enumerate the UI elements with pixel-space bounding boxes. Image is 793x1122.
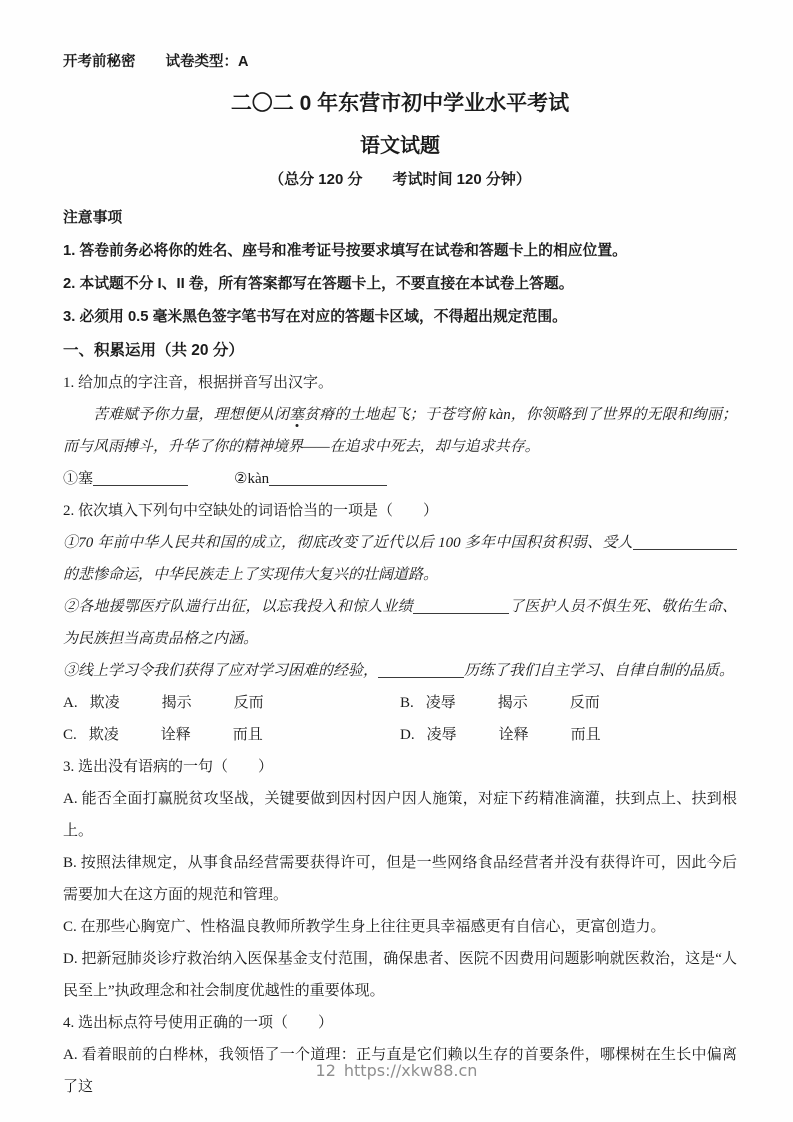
q1-passage-part2: 贫瘠的土地起飞；于苍穹俯 kàn，你领略到了世界的无限和绚丽；而与风雨搏斗，升华了你的精神境界——在追求中死去，却与追求共存。 [63, 407, 737, 455]
notice-item-2: 2. 本试题不分 I、II 卷，所有答案都写在答题卡上，不要直接在本试卷上答题。 [63, 276, 574, 292]
page-number: 12 [315, 1061, 336, 1080]
option-word: 欺凌 [89, 695, 120, 711]
notice-heading: 注意事项 [63, 210, 123, 226]
q1-blank1-line [93, 471, 188, 486]
q1-stem: 1. 给加点的字注音，根据拼音写出汉字。 [63, 375, 334, 391]
q2-sentence-1-pre: ①70 年前中华人民共和国的成立，彻底改变了近代以后 100 多年中国积贫积弱、受人 [63, 535, 633, 551]
q2-sentence-3-pre: ③线上学习令我们获得了应对学习困难的经验， [63, 663, 379, 679]
q2-blank-1 [633, 535, 737, 550]
question-4 [63, 1007, 737, 1103]
option-letter: A. [63, 695, 78, 711]
q1-blank1-label: ①塞 [63, 471, 94, 487]
option-word: 凌辱 [426, 727, 457, 743]
q4-stem: 4. 选出标点符号使用正确的一项（ ） [63, 1015, 334, 1031]
q1-dotted-char: 塞 [289, 407, 305, 423]
score-duration-line: （总分 120 分 考试时间 120 分钟） [269, 171, 531, 188]
option-word: 凌辱 [425, 695, 456, 711]
option-word: 揭示 [497, 695, 528, 711]
q1-blank2-label: ②kàn [234, 471, 270, 487]
q2-option-c [63, 719, 400, 751]
q2-blank-2 [413, 599, 509, 614]
question-1 [63, 367, 737, 495]
q3-option-a: A. 能否全面打赢脱贫攻坚战，关键要做到因村因户因人施策，对症下药精准滴灌，扶到点上、扶到根上。 [63, 791, 737, 839]
option-word: 而且 [232, 727, 263, 743]
exam-title: 二〇二 0 年东营市初中学业水平考试 [230, 92, 570, 115]
q3-stem: 3. 选出没有语病的一句（ ） [63, 759, 274, 775]
q1-answer-blanks [63, 463, 737, 495]
q2-sentence-3 [63, 655, 737, 687]
q2-options [63, 687, 737, 751]
question-2 [63, 495, 737, 751]
watermark-url: https://xkw88.cn [343, 1061, 478, 1080]
notice-item-1: 1. 答卷前务必将你的姓名、座号和准考证号按要求填写在试卷和答题卡上的相应位置。 [63, 243, 627, 259]
q1-passage-part1: 苦难赋予你力量，理想便从闭 [93, 407, 290, 423]
q3-option-c: C. 在那些心胸宽广、性格温良教师所教学生身上往往更具幸福感更有自信心，更富创造力。 [63, 919, 666, 935]
notice-section [63, 202, 737, 334]
q2-blank-3 [378, 663, 464, 678]
q2-option-b [400, 687, 737, 719]
q2-option-d [400, 719, 737, 751]
subject-title: 语文试题 [360, 135, 440, 157]
option-word: 揭示 [161, 695, 192, 711]
q3-option-b: B. 按照法律规定，从事食品经营需要获得许可，但是一些网络食品经营者并没有获得许可，因此今后需要加大在这方面的规范和管理。 [63, 855, 737, 903]
q2-option-a [63, 687, 400, 719]
option-word: 反而 [569, 695, 600, 711]
q2-sentence-2-pre: ②各地援鄂医疗队遄行出征，以忘我投入和惊人业绩 [63, 599, 413, 615]
q2-stem: 2. 依次填入下列句中空缺处的词语恰当的一项是（ ） [63, 503, 439, 519]
notice-item-3: 3. 必须用 0.5 毫米黑色签字笔书写在对应的答题卡区域，不得超出规定范围。 [63, 309, 567, 325]
q1-blank2-line [269, 471, 387, 486]
q2-sentence-1-post: 的悲惨命运，中华民族走上了实现伟大复兴的壮阔道路。 [63, 567, 439, 583]
option-letter: D. [400, 727, 415, 743]
q4-option-a: A. 看着眼前的白桦林，我领悟了一个道理：正与直是它们赖以生存的首要条件，哪棵树在生长中偏离了这 [63, 1047, 737, 1095]
q2-sentence-2 [63, 591, 737, 655]
question-3 [63, 751, 737, 1007]
q2-sentence-2-post: 了医护人员不惧生死、敬佑生命、为民族担当高贵品格之内涵。 [63, 599, 737, 647]
option-word: 反而 [233, 695, 264, 711]
q1-passage [63, 399, 737, 463]
q2-sentence-1 [63, 527, 737, 591]
secrecy-label: 开考前秘密 [63, 54, 136, 70]
page-footer [0, 1061, 793, 1080]
option-word: 而且 [570, 727, 601, 743]
option-word: 欺凌 [88, 727, 119, 743]
paper-type-label: 试卷类型：A [165, 54, 249, 70]
q3-option-d: D. 把新冠肺炎诊疗救治纳入医保基金支付范围，确保患者、医院不因费用问题影响就医救治，这是“人民至上”执政理念和社会制度优越性的重要体现。 [63, 951, 737, 999]
option-letter: C. [63, 727, 77, 743]
exam-security-header [63, 50, 737, 74]
option-word: 诠释 [160, 727, 191, 743]
section-1-heading: 一、积累运用（共 20 分） [63, 342, 244, 359]
q2-sentence-3-post: 历练了我们自主学习、自律自制的品质。 [464, 663, 735, 679]
option-word: 诠释 [498, 727, 529, 743]
option-letter: B. [400, 695, 414, 711]
